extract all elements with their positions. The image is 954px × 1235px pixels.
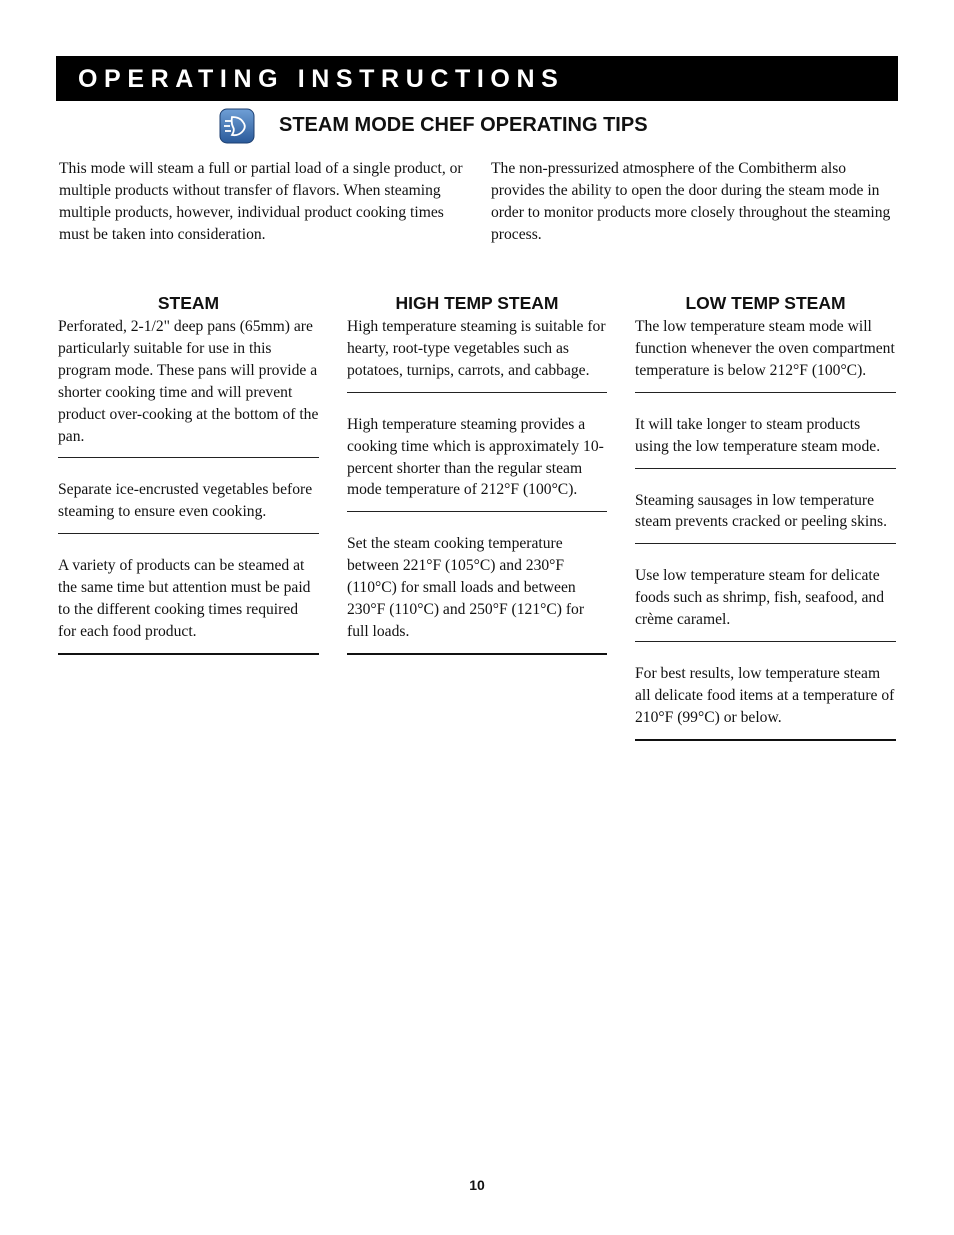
page-number: 10 xyxy=(469,1177,485,1193)
steam-tip: A variety of products can be steamed at the same time but attention must be paid to the different cooking times required for each food product. xyxy=(58,534,319,655)
steam-column xyxy=(58,290,319,655)
header-bar xyxy=(56,56,898,101)
page-title: OPERATING INSTRUCTIONS xyxy=(78,65,565,93)
high-temp-steam-tip: Set the steam cooking temperature between 221°F (105°C) and 230°F (110°C) for small loads and between 230°F (110°C) and 250°F (121°C) for full loads. xyxy=(347,512,607,655)
steam-mode-icon xyxy=(219,108,255,144)
section-title: STEAM MODE CHEF OPERATING TIPS xyxy=(279,114,648,136)
low-temp-steam-tip: For best results, low temperature steam all delicate food items at a temperature of 210°F (99°C) or below. xyxy=(635,642,896,741)
steam-heading: STEAM xyxy=(157,293,220,313)
low-temp-steam-tip: Steaming sausages in low temperature steam prevents cracked or peeling skins. xyxy=(635,469,896,545)
intro-paragraph-left: This mode will steam a full or partial load of a single product, or multiple products without transfer of flavors. When steaming multiple products, however, individual product cooking times must be taken into consideration. xyxy=(59,160,463,243)
high-temp-steam-heading: HIGH TEMP STEAM xyxy=(395,293,559,313)
high-temp-steam-tip: High temperature steaming is suitable for hearty, root-type vegetables such as potatoes, turnips, carrots, and cabbage. xyxy=(347,316,607,393)
high-temp-steam-column xyxy=(347,290,607,655)
low-temp-steam-tip: Use low temperature steam for delicate foods such as shrimp, fish, seafood, and crème caramel. xyxy=(635,544,896,642)
intro-paragraph-right: The non-pressurized atmosphere of the Combitherm also provides the ability to open the door during the steam mode in order to monitor products more closely throughout the steaming process. xyxy=(491,160,891,243)
steam-tip: Perforated, 2-1/2" deep pans (65mm) are particularly suitable for use in this program mode. These pans will provide a shorter cooking time and will prevent product over-cooking at the bottom of the pan. xyxy=(58,316,319,458)
high-temp-steam-tip: High temperature steaming provides a cooking time which is approximately 10-percent shorter than the regular steam mode temperature of 212°F (100°C). xyxy=(347,393,607,513)
low-temp-steam-heading: LOW TEMP STEAM xyxy=(685,293,846,313)
low-temp-steam-column xyxy=(635,290,896,741)
low-temp-steam-tip: It will take longer to steam products using the low temperature steam mode. xyxy=(635,393,896,469)
low-temp-steam-tip: The low temperature steam mode will function whenever the oven compartment temperature is below 212°F (100°C). xyxy=(635,316,896,393)
steam-tip: Separate ice-encrusted vegetables before steaming to ensure even cooking. xyxy=(58,458,319,534)
